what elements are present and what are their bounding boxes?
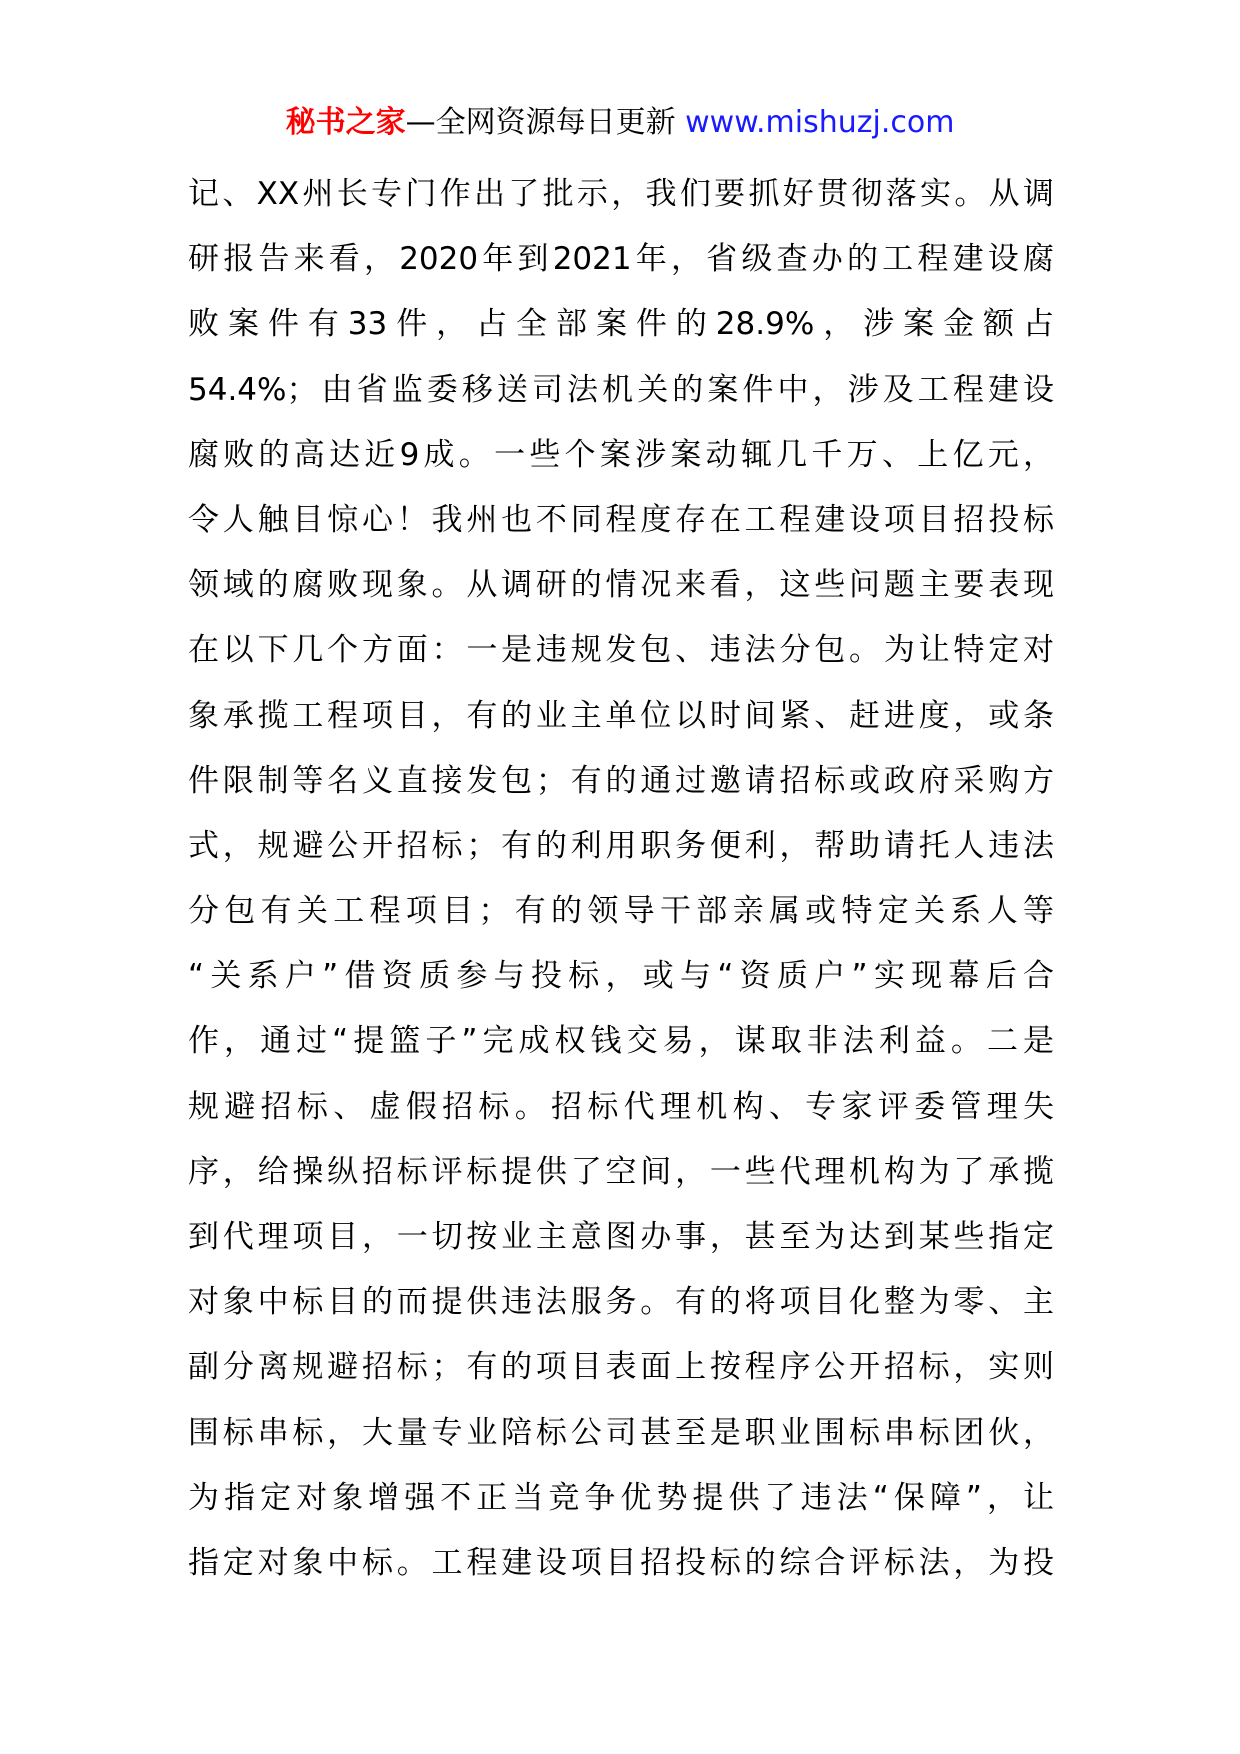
text-line: 54.4%；由省监委移送司法机关的案件中，涉及工程建设: [188, 371, 1054, 408]
text-line: 对象中标目的而提供违法服务。有的将项目化整为零、主: [188, 1284, 1054, 1321]
text-line: 为指定对象增强不正当竞争优势提供了违法“保障”，让: [188, 1479, 1054, 1516]
page-header: [0, 100, 1240, 146]
text-line: 败案件有33件，占全部案件的28.9%，涉案金额占: [188, 306, 1054, 343]
text-line: 在以下几个方面：一是违规发包、违法分包。为让特定对: [188, 632, 1054, 669]
text-line: 作，通过“提篮子”完成权钱交易，谋取非法利益。二是: [188, 1023, 1054, 1060]
text-line: 式，规避公开招标；有的利用职务便利，帮助请托人违法: [188, 827, 1054, 864]
text-line: 序，给操纵招标评标提供了空间，一些代理机构为了承揽: [188, 1153, 1054, 1190]
body-paragraph: [188, 162, 1054, 1596]
text-line: 到代理项目，一切按业主意图办事，甚至为达到某些指定: [188, 1219, 1054, 1255]
text-line: 副分离规避招标；有的项目表面上按程序公开招标，实则: [188, 1349, 1054, 1386]
text-line: 象承揽工程项目，有的业主单位以时间紧、赶进度，或条: [188, 697, 1054, 734]
text-line: 件限制等名义直接发包；有的通过邀请招标或政府采购方: [188, 762, 1054, 799]
text-line: 腐败的高达近9成。一些个案涉案动辄几千万、上亿元，: [188, 436, 1054, 473]
header-url-link[interactable]: www.mishuzj.com: [685, 105, 955, 140]
text-line: 令人触目惊心！我州也不同程度存在工程建设项目招投标: [188, 501, 1054, 538]
text-line: 研报告来看，2020年到2021年，省级查办的工程建设腐: [188, 241, 1054, 278]
text-line: “关系户”借资质参与投标，或与“资质户”实现幕后合: [188, 958, 1054, 995]
text-line: 指定对象中标。工程建设项目招投标的综合评标法，为投: [188, 1544, 1054, 1581]
text-line: 分包有关工程项目；有的领导干部亲属或特定关系人等: [188, 893, 1054, 930]
header-tagline: —全网资源每日更新: [405, 105, 676, 140]
text-line: 记、XX州长专门作出了批示，我们要抓好贯彻落实。从调: [188, 176, 1054, 212]
text-line: 规避招标、虚假招标。招标代理机构、专家评委管理失: [188, 1088, 1054, 1125]
header-brand: 秘书之家: [285, 105, 406, 140]
text-line: 围标串标，大量专业陪标公司甚至是职业围标串标团伙，: [188, 1414, 1054, 1451]
text-line: 领域的腐败现象。从调研的情况来看，这些问题主要表现: [188, 567, 1054, 604]
